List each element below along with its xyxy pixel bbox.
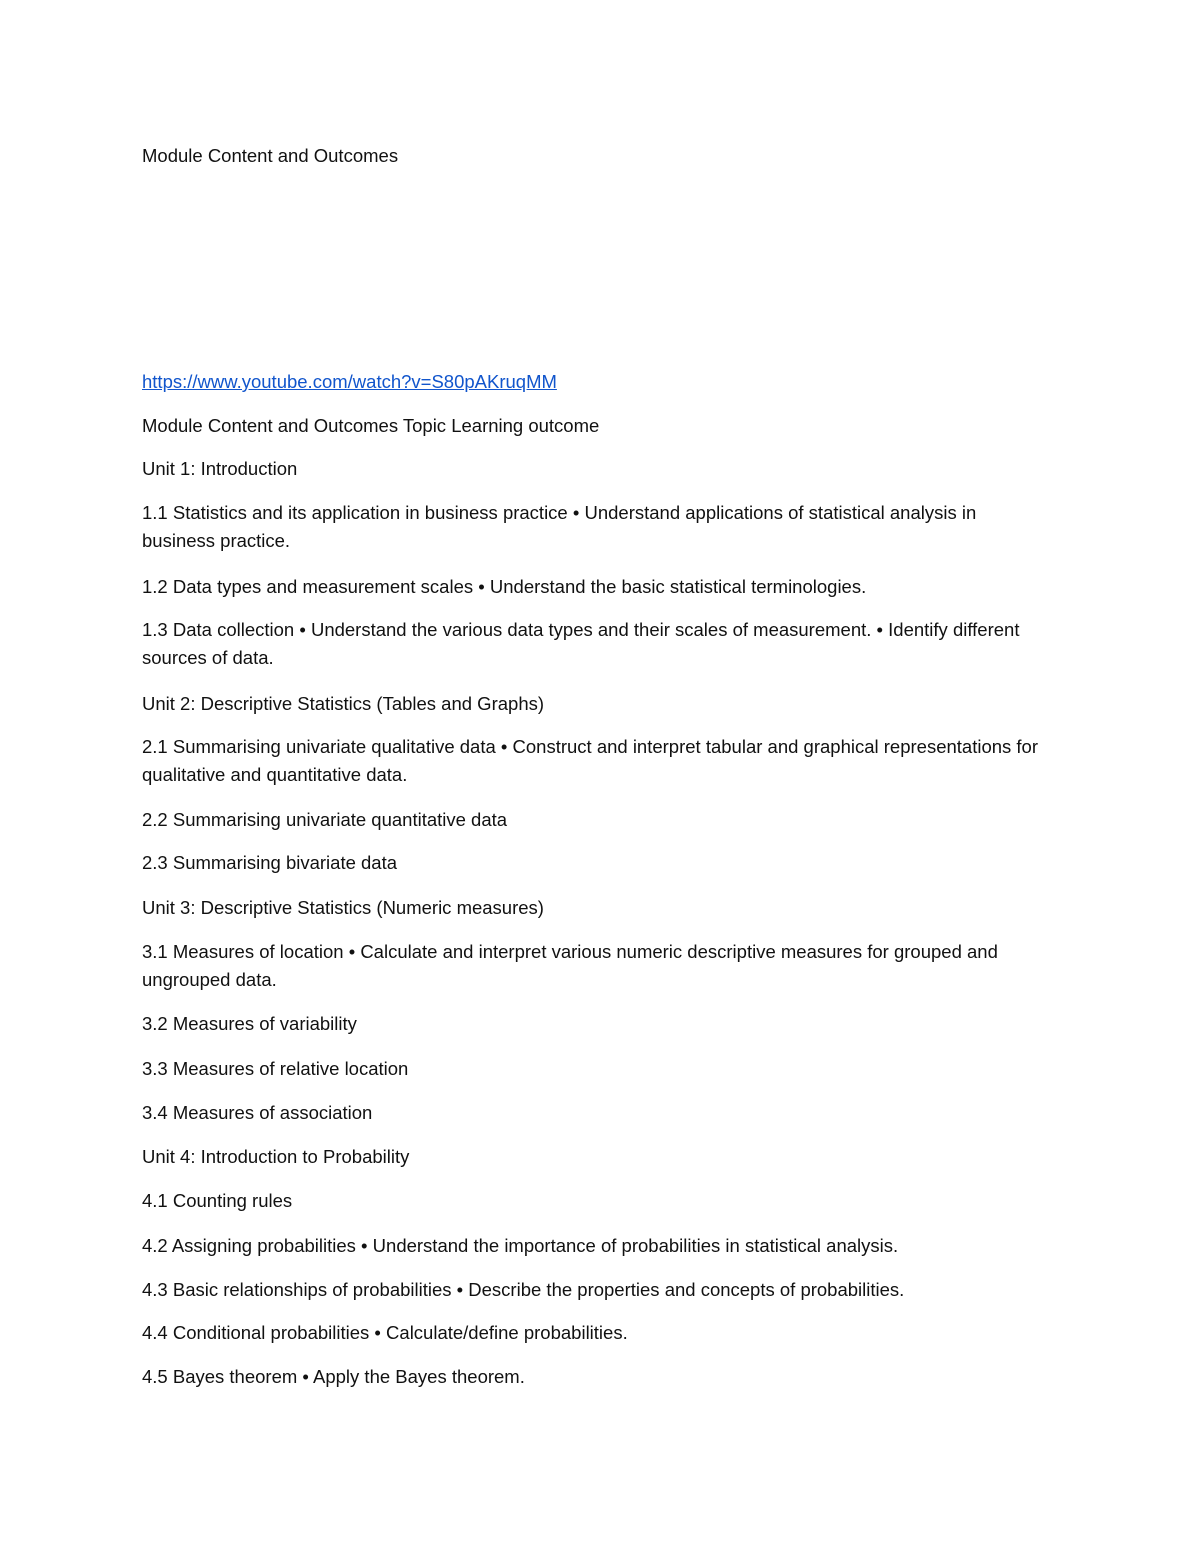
topic-3-2: 3.2 Measures of variability xyxy=(142,1013,357,1034)
unit-heading-4: Unit 4: Introduction to Probability xyxy=(142,1146,410,1167)
unit-heading-2: Unit 2: Descriptive Statistics (Tables and Graphs) xyxy=(142,693,545,714)
video-link-line xyxy=(142,368,1042,396)
topic-2-2: 2.2 Summarising univariate quantitative data xyxy=(142,809,508,830)
topic-4-2: 4.2 Assigning probabilities • Understand the importance of probabilities in statistical analysis. xyxy=(142,1235,899,1256)
topic-1-3: 1.3 Data collection • Understand the various data types and their scales of measurement. • Identify different sources of data. xyxy=(142,619,1020,668)
table-header-line: Module Content and Outcomes Topic Learning outcome xyxy=(142,415,600,436)
topic-3-3: 3.3 Measures of relative location xyxy=(142,1058,409,1079)
topic-3-4: 3.4 Measures of association xyxy=(142,1102,373,1123)
topic-4-5: 4.5 Bayes theorem • Apply the Bayes theorem. xyxy=(142,1366,525,1387)
unit-heading-3: Unit 3: Descriptive Statistics (Numeric measures) xyxy=(142,897,544,918)
topic-3-1: 3.1 Measures of location • Calculate and interpret various numeric descriptive measures for grouped and ungrouped data. xyxy=(142,941,998,990)
document-title: Module Content and Outcomes xyxy=(142,145,399,166)
topic-4-4: 4.4 Conditional probabilities • Calculate/define probabilities. xyxy=(142,1322,628,1343)
topic-2-3: 2.3 Summarising bivariate data xyxy=(142,852,398,873)
unit-heading-1: Unit 1: Introduction xyxy=(142,458,298,479)
topic-4-3: 4.3 Basic relationships of probabilities • Describe the properties and concepts of probabilities. xyxy=(142,1279,905,1300)
topic-1-1: 1.1 Statistics and its application in business practice • Understand applications of statistical analysis in business practice. xyxy=(142,502,977,551)
topic-1-2: 1.2 Data types and measurement scales • Understand the basic statistical terminologies. xyxy=(142,576,867,597)
youtube-link[interactable]: https://www.youtube.com/watch?v=S80pAKruqMM xyxy=(142,371,557,392)
topic-2-1: 2.1 Summarising univariate qualitative data • Construct and interpret tabular and graphical representations for qualitative and quantitative data. xyxy=(142,736,1039,785)
topic-4-1: 4.1 Counting rules xyxy=(142,1190,293,1211)
